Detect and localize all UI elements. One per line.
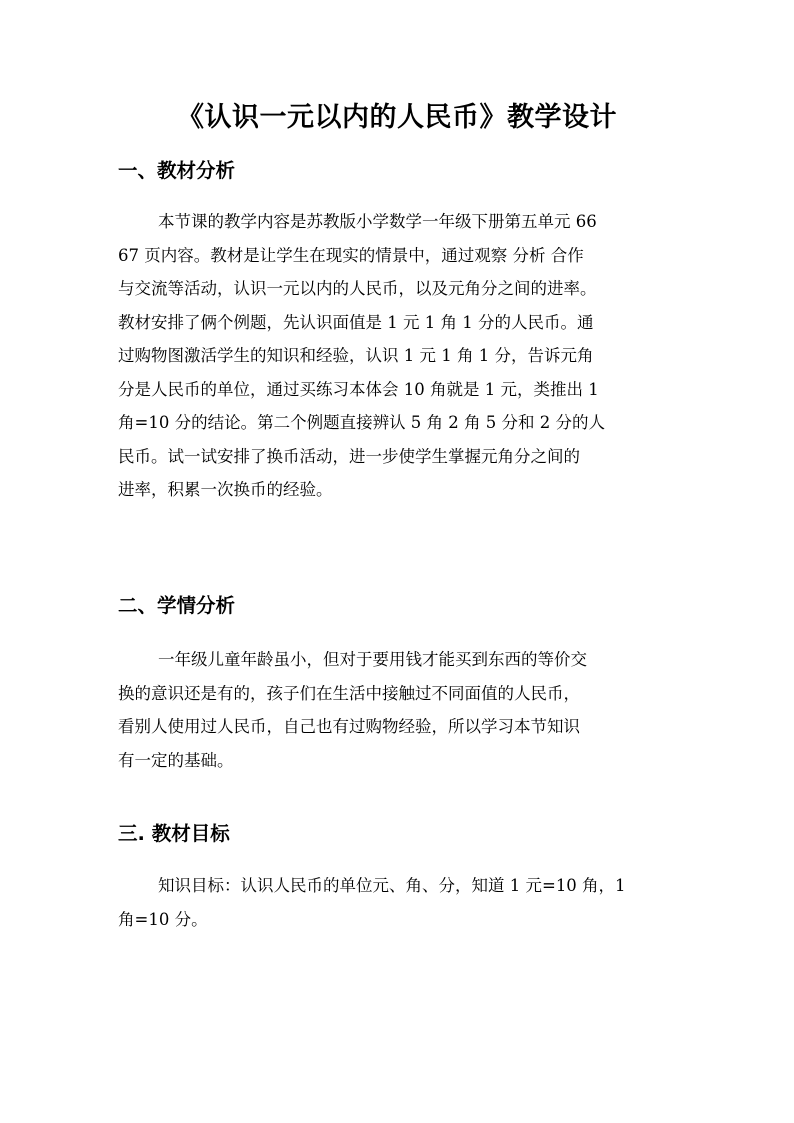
section-heading-learner-analysis: 二、学情分析 — [118, 594, 236, 617]
paragraph-line: 分是人民币的单位，通过买练习本体会 10 角就是 1 元，类推出 1 — [118, 379, 599, 399]
paragraph-line: 角=10 分。 — [118, 909, 208, 929]
paragraph-line: 与交流等活动，认识一元以内的人民币，以及元角分之间的进率。 — [118, 279, 597, 298]
paragraph-line: 一年级儿童年龄虽小，但对于要用钱才能买到东西的等价交 — [158, 650, 587, 669]
paragraph-line: 换的意识还是有的，孩子们在生活中接触过不同面值的人民币， — [118, 683, 580, 703]
paragraph-line: 本节课的教学内容是苏教版小学数学一年级下册第五单元 66 — [158, 212, 597, 231]
paragraph-line: 教材安排了俩个例题，先认识面值是 1 元 1 角 1 分的人民币。通 — [118, 312, 594, 332]
section-body-textbook-analysis — [118, 205, 698, 507]
section-body-teaching-goals — [118, 869, 698, 936]
paragraph-line: 知识目标：认识人民币的单位元、角、分，知道 1 元=10 角，1 — [158, 876, 626, 895]
section-heading-teaching-goals: 三. 教材目标 — [118, 822, 230, 845]
paragraph-line: 看别人使用过人民币，自己也有过购物经验，所以学习本节知识 — [118, 717, 580, 736]
paragraph-line: 民币。试一试安排了换币活动，进一步使学生掌握元角分之间的 — [118, 446, 580, 466]
paragraph-line: 67 页内容。教材是让学生在现实的情景中，通过观察 分析 合作 — [118, 245, 584, 265]
document-title: 《认识一元以内的人民币》教学设计 — [177, 102, 617, 133]
section-heading-textbook-analysis: 一、教材分析 — [118, 159, 236, 182]
section-body-learner-analysis — [118, 643, 698, 777]
paragraph-line: 过购物图激活学生的知识和经验，认识 1 元 1 角 1 分，告诉元角 — [118, 346, 594, 365]
paragraph-line: 角=10 分的结论。第二个例题直接辨认 5 角 2 角 5 分和 2 分的人 — [118, 413, 606, 432]
paragraph-line: 有一定的基础。 — [118, 750, 234, 770]
paragraph-line: 进率，积累一次换币的经验。 — [118, 480, 333, 499]
